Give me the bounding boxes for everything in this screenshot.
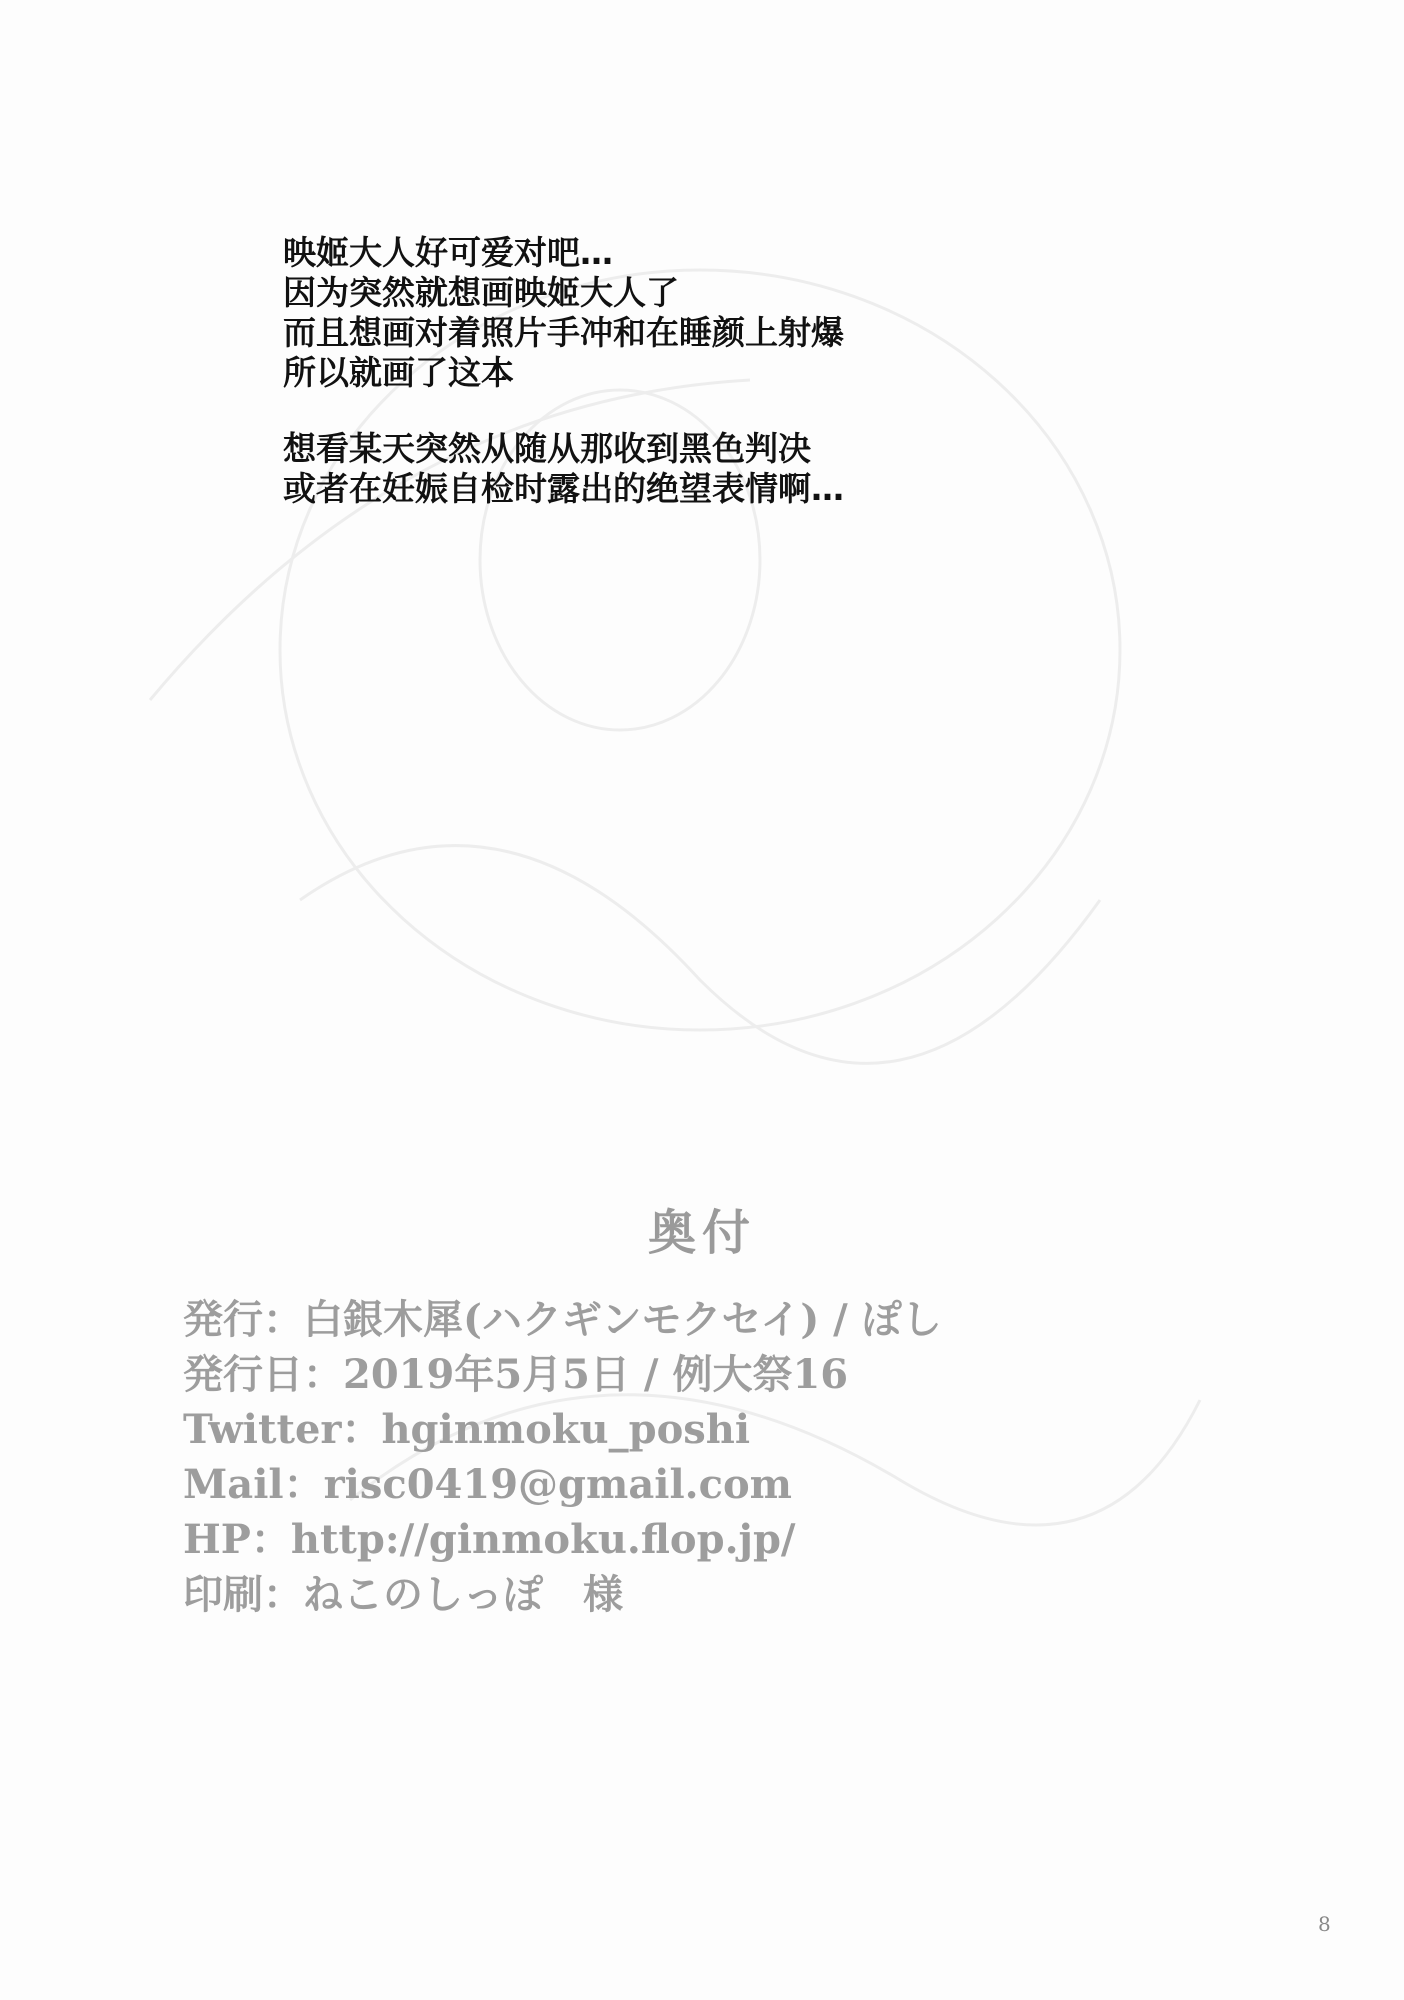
paragraph-gap [283,393,844,429]
page-number: 8 [1318,1912,1331,1936]
colophon-mail: Mail：risc0419@gmail.com [183,1461,792,1508]
colophon-publisher: 発行：白銀木犀(ハクギンモクセイ) / ぽし [183,1296,942,1343]
colophon-title: 奥付 [647,1205,756,1261]
afterword-line: 因为突然就想画映姬大人了 [283,273,679,312]
afterword-line: 所以就画了这本 [283,353,514,392]
colophon-printer: 印刷：ねこのしっぽ 様 [183,1571,623,1618]
afterword-line: 想看某天突然从随从那收到黑色判决 [283,429,811,468]
colophon-homepage: HP：http://ginmoku.flop.jp/ [183,1516,796,1563]
colophon-twitter: Twitter：hginmoku_poshi [183,1406,751,1453]
afterword-line: 映姬大人好可爱对吧… [283,233,613,272]
colophon-date: 発行日：2019年5月5日 / 例大祭16 [183,1351,849,1398]
afterword-line: 而且想画对着照片手冲和在睡颜上射爆 [283,313,844,352]
colophon-block [183,1292,942,1622]
afterword-text [283,233,844,509]
afterword-line: 或者在妊娠自检时露出的绝望表情啊… [283,469,844,508]
